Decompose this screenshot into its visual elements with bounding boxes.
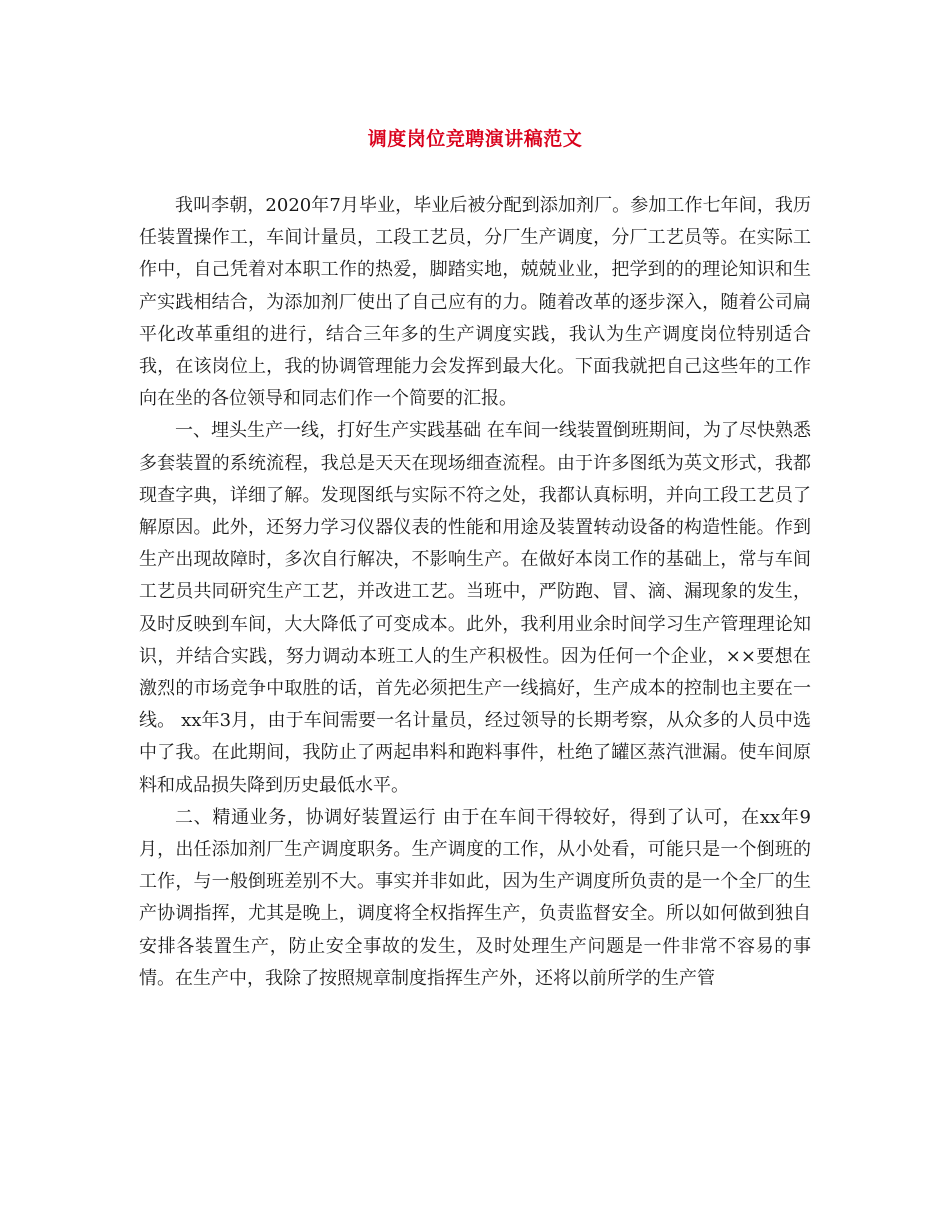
paragraph-2: 一、埋头生产一线，打好生产实践基础 在车间一线装置倒班期间，为了尽快熟悉多套装置的系统流程，我总是天天在现场细查流程。由于许多图纸为英文形式，我都现查字典，详细了解。发现图纸与实际不符之处，我都认真标明，并向工段工艺员了解原因。此外，还努力学习仪器仪表的性能和用途及装置转动设备的构造性能。作到生产出现故障时，多次自行解决，不影响生产。在做好本岗工作的基础上，常与车间工艺员共同研究生产工艺，并改进工艺。当班中，严防跑、冒、滴、漏现象的发生，及时反映到车间，大大降低了可变成本。此外，我利用业余时间学习生产管理理论知识，并结合实践，努力调动本班工人的生产积极性。因为任何一个企业，××要想在激烈的市场竞争中取胜的话，首先必须把生产一线搞好，生产成本的控制也主要在一线。 xx年3月，由于车间需要一名计量员，经过领导的长期考察，从众多的人员中选中了我。在此期间，我防止了两起串料和跑料事件，杜绝了罐区蒸汽泄漏。使车间原料和成品损失降到历史最低水平。	[139, 420, 811, 796]
paragraph-1: 我叫李朝，2020年7月毕业，毕业后被分配到添加剂厂。参加工作七年间，我历任装置操作工，车间计量员，工段工艺员，分厂生产调度，分厂工艺员等。在实际工作中，自己凭着对本职工作的热爱，脚踏实地，兢兢业业，把学到的的理论知识和生产实践相结合，为添加剂厂使出了自己应有的力。随着改革的逐步深入，随着公司扁平化改革重组的进行，结合三年多的生产调度实践，我认为生产调度岗位特别适合我，在该岗位上，我的协调管理能力会发挥到最大化。下面我就把自己这些年的工作向在坐的各位领导和同志们作一个简要的汇报。	[139, 195, 811, 410]
paragraph-3: 二、精通业务，协调好装置运行 由于在车间干得较好，得到了认可，在xx年9月，出任添加剂厂生产调度职务。生产调度的工作，从小处看，可能只是一个倒班的工作，与一般倒班差别不大。事实并非如此，因为生产调度所负责的是一个全厂的生产协调指挥，尤其是晚上，调度将全权指挥生产，负责监督安全。所以如何做到独自安排各装置生产，防止安全事故的发生，及时处理生产问题是一件非常不容易的事情。在生产中，我除了按照规章制度指挥生产外，还将以前所学的生产管	[139, 806, 811, 989]
document-title: 调度岗位竞聘演讲稿范文	[367, 128, 583, 150]
document-body	[139, 190, 811, 995]
